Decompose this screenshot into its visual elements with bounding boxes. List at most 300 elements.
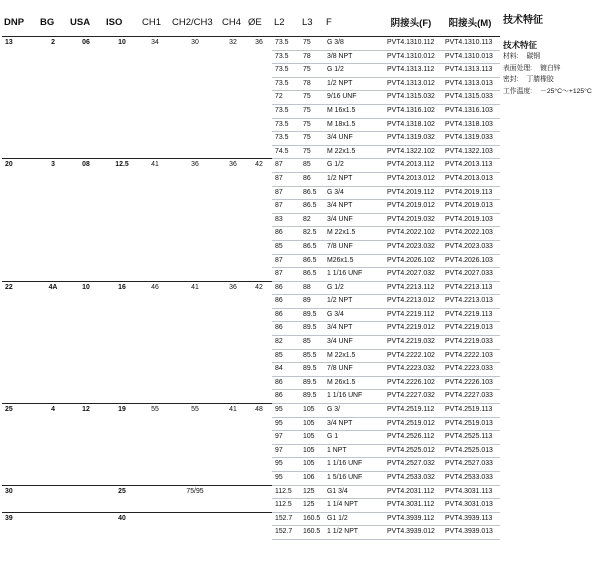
cell-l3: 105 <box>300 444 324 458</box>
cell-l3: 86.5 <box>300 186 324 200</box>
cell-male-code: PVT4.2525.113 <box>440 431 500 445</box>
cell-female-code: PVT4.3939.112 <box>382 512 440 526</box>
cell-usa <box>68 512 104 526</box>
cell-usa <box>68 227 104 241</box>
table-row <box>2 227 500 241</box>
cell-dnp <box>2 254 38 268</box>
technical-features <box>503 8 604 97</box>
cell-female-code: PVT4.2027.032 <box>382 268 440 282</box>
cell-dnp <box>2 417 38 431</box>
cell-male-code: PVT4.2026.103 <box>440 254 500 268</box>
header-ch2-ch3: CH2/CH3 <box>172 16 213 28</box>
cell-ch4 <box>220 172 246 186</box>
cell-oe <box>246 376 272 390</box>
cell-l2: 95 <box>272 472 300 486</box>
cell-bg <box>38 104 68 118</box>
cell-thread: G1 1/2 <box>324 512 382 526</box>
cell-bg <box>38 295 68 309</box>
cell-usa <box>68 118 104 132</box>
cell-thread: M 22x1.5 <box>324 349 382 363</box>
cell-ch2-ch3 <box>170 376 220 390</box>
cell-ch4 <box>220 458 246 472</box>
cell-ch2-ch3 <box>170 172 220 186</box>
header-male: 阳接头(M) <box>448 18 492 29</box>
cell-ch2-ch3 <box>170 227 220 241</box>
cell-ch2-ch3 <box>170 213 220 227</box>
table-row <box>2 91 500 105</box>
cell-l3: 89 <box>300 295 324 309</box>
cell-ch2-ch3 <box>170 472 220 486</box>
cell-male-code: PVT4.2013.113 <box>440 159 500 173</box>
cell-male-code: PVT4.2527.033 <box>440 458 500 472</box>
cell-usa <box>68 390 104 404</box>
cell-dnp <box>2 322 38 336</box>
cell-thread: 3/8 NPT <box>324 50 382 64</box>
cell-ch1 <box>140 363 170 377</box>
cell-female-code: PVT4.2527.032 <box>382 458 440 472</box>
header-l3: L3 <box>302 16 313 28</box>
cell-dnp <box>2 431 38 445</box>
cell-l3: 160.5 <box>300 512 324 526</box>
cell-bg <box>38 485 68 499</box>
header-dnp: DNP <box>4 16 25 28</box>
cell-oe <box>246 472 272 486</box>
cell-l2: 86 <box>272 227 300 241</box>
cell-l3: 105 <box>300 404 324 418</box>
cell-usa <box>68 145 104 159</box>
cell-l2: 87 <box>272 200 300 214</box>
cell-usa <box>68 104 104 118</box>
cell-male-code: PVT4.2013.013 <box>440 172 500 186</box>
cell-ch1 <box>140 512 170 526</box>
cell-ch2-ch3: 55 <box>170 404 220 418</box>
cell-l2: 112.5 <box>272 499 300 513</box>
cell-thread: 7/8 UNF <box>324 240 382 254</box>
cell-l2: 87 <box>272 268 300 282</box>
cell-ch2-ch3 <box>170 308 220 322</box>
cell-ch4: 36 <box>220 281 246 295</box>
cell-usa: 08 <box>68 159 104 173</box>
cell-l2: 112.5 <box>272 485 300 499</box>
table-row <box>2 363 500 377</box>
cell-bg <box>38 50 68 64</box>
cell-ch2-ch3 <box>170 390 220 404</box>
cell-dnp <box>2 91 38 105</box>
cell-female-code: PVT4.2227.032 <box>382 390 440 404</box>
cell-usa <box>68 349 104 363</box>
cell-thread: 7/8 UNF <box>324 363 382 377</box>
cell-ch2-ch3 <box>170 145 220 159</box>
cell-thread: 1 1/2 NPT <box>324 526 382 540</box>
cell-bg <box>38 526 68 540</box>
cell-usa <box>68 200 104 214</box>
cell-usa <box>68 485 104 499</box>
cell-iso: 10 <box>104 37 140 51</box>
cell-ch2-ch3 <box>170 444 220 458</box>
cell-usa <box>68 431 104 445</box>
cell-dnp <box>2 295 38 309</box>
cell-ch1 <box>140 472 170 486</box>
features-subtitle: 技术特征 <box>503 40 538 50</box>
table-row <box>2 104 500 118</box>
cell-iso <box>104 132 140 146</box>
feature-row <box>503 74 604 86</box>
table-row <box>2 499 500 513</box>
cell-ch1 <box>140 376 170 390</box>
cell-oe <box>246 227 272 241</box>
cell-ch1 <box>140 50 170 64</box>
cell-thread: 1 5/16 UNF <box>324 472 382 486</box>
cell-l2: 73.5 <box>272 50 300 64</box>
cell-oe <box>246 132 272 146</box>
cell-iso <box>104 349 140 363</box>
cell-iso <box>104 50 140 64</box>
cell-female-code: PVT4.3939.012 <box>382 526 440 540</box>
table-row <box>2 485 500 499</box>
table-row <box>2 240 500 254</box>
cell-ch1 <box>140 322 170 336</box>
cell-thread: M 18x1.5 <box>324 118 382 132</box>
table-row <box>2 472 500 486</box>
cell-dnp <box>2 240 38 254</box>
cell-l3: 89.5 <box>300 308 324 322</box>
cell-usa <box>68 64 104 78</box>
cell-dnp <box>2 336 38 350</box>
cell-oe: 36 <box>246 37 272 51</box>
cell-male-code: PVT4.2019.113 <box>440 186 500 200</box>
table-row <box>2 322 500 336</box>
cell-dnp: 20 <box>2 159 38 173</box>
cell-ch4 <box>220 64 246 78</box>
table-row <box>2 268 500 282</box>
table-row <box>2 77 500 91</box>
cell-oe: 48 <box>246 404 272 418</box>
cell-thread: 1 1/4 NPT <box>324 499 382 513</box>
feature-label: 材料: <box>503 53 519 60</box>
cell-female-code: PVT4.1318.102 <box>382 118 440 132</box>
cell-oe <box>246 213 272 227</box>
cell-bg <box>38 77 68 91</box>
cell-usa <box>68 240 104 254</box>
table-row <box>2 254 500 268</box>
cell-female-code: PVT4.2013.112 <box>382 159 440 173</box>
table-row <box>2 349 500 363</box>
cell-iso <box>104 431 140 445</box>
cell-oe <box>246 172 272 186</box>
cell-female-code: PVT4.1316.102 <box>382 104 440 118</box>
cell-dnp <box>2 390 38 404</box>
cell-l3: 160.5 <box>300 526 324 540</box>
cell-usa <box>68 526 104 540</box>
table-row <box>2 213 500 227</box>
cell-ch2-ch3 <box>170 295 220 309</box>
cell-iso <box>104 268 140 282</box>
cell-usa <box>68 77 104 91</box>
feature-row <box>503 86 604 98</box>
cell-thread: 1 1/16 UNF <box>324 390 382 404</box>
cell-usa <box>68 91 104 105</box>
header-usa: USA <box>70 16 91 28</box>
cell-l3: 125 <box>300 499 324 513</box>
cell-female-code: PVT4.2519.012 <box>382 417 440 431</box>
cell-iso <box>104 64 140 78</box>
cell-ch4 <box>220 254 246 268</box>
cell-usa <box>68 172 104 186</box>
cell-ch1 <box>140 431 170 445</box>
cell-oe <box>246 322 272 336</box>
cell-dnp <box>2 213 38 227</box>
cell-bg <box>38 444 68 458</box>
cell-ch1 <box>140 64 170 78</box>
cell-ch4 <box>220 363 246 377</box>
cell-bg <box>38 118 68 132</box>
cell-female-code: PVT4.2219.032 <box>382 336 440 350</box>
cell-thread: 3/4 NPT <box>324 322 382 336</box>
cell-ch4 <box>220 322 246 336</box>
cell-bg <box>38 431 68 445</box>
cell-bg <box>38 308 68 322</box>
cell-oe <box>246 145 272 159</box>
cell-ch2-ch3 <box>170 526 220 540</box>
cell-iso <box>104 118 140 132</box>
table-row <box>2 336 500 350</box>
cell-l3: 89.5 <box>300 363 324 377</box>
cell-thread: 1 1/16 UNF <box>324 458 382 472</box>
table-row <box>2 64 500 78</box>
cell-ch4 <box>220 77 246 91</box>
cell-iso: 25 <box>104 485 140 499</box>
cell-ch1 <box>140 77 170 91</box>
cell-male-code: PVT4.1310.113 <box>440 37 500 51</box>
cell-ch2-ch3 <box>170 77 220 91</box>
feature-value: 丁腈橡胶 <box>526 76 554 83</box>
cell-usa <box>68 308 104 322</box>
cell-l2: 86 <box>272 295 300 309</box>
cell-female-code: PVT4.2019.032 <box>382 213 440 227</box>
cell-thread: M 26x1.5 <box>324 376 382 390</box>
cell-female-code: PVT4.2219.112 <box>382 308 440 322</box>
cell-male-code: PVT4.2027.033 <box>440 268 500 282</box>
cell-ch2-ch3: 30 <box>170 37 220 51</box>
table-row <box>2 37 500 51</box>
cell-thread: M 22x1.5 <box>324 145 382 159</box>
cell-bg <box>38 227 68 241</box>
cell-ch2-ch3 <box>170 91 220 105</box>
cell-thread: G1 3/4 <box>324 485 382 499</box>
cell-bg <box>38 472 68 486</box>
cell-ch2-ch3 <box>170 336 220 350</box>
cell-ch4: 36 <box>220 159 246 173</box>
cell-male-code: PVT4.2223.033 <box>440 363 500 377</box>
cell-iso: 16 <box>104 281 140 295</box>
cell-oe <box>246 499 272 513</box>
cell-bg <box>38 322 68 336</box>
cell-iso <box>104 295 140 309</box>
cell-l2: 87 <box>272 186 300 200</box>
cell-female-code: PVT4.2222.102 <box>382 349 440 363</box>
cell-ch1 <box>140 200 170 214</box>
cell-ch2-ch3 <box>170 512 220 526</box>
header-ch1: CH1 <box>142 16 162 28</box>
cell-bg <box>38 64 68 78</box>
cell-ch1 <box>140 349 170 363</box>
cell-female-code: PVT4.2226.102 <box>382 376 440 390</box>
cell-ch4 <box>220 349 246 363</box>
cell-dnp <box>2 145 38 159</box>
cell-l2: 87 <box>272 254 300 268</box>
cell-l3: 86.5 <box>300 240 324 254</box>
cell-usa: 06 <box>68 37 104 51</box>
cell-female-code: PVT4.2023.032 <box>382 240 440 254</box>
cell-l2: 87 <box>272 159 300 173</box>
cell-male-code: PVT4.2519.013 <box>440 417 500 431</box>
cell-ch1 <box>140 295 170 309</box>
cell-ch4 <box>220 145 246 159</box>
cell-thread: M26x1.5 <box>324 254 382 268</box>
cell-ch4: 41 <box>220 404 246 418</box>
cell-ch1: 34 <box>140 37 170 51</box>
cell-female-code: PVT4.2013.012 <box>382 172 440 186</box>
cell-ch1 <box>140 172 170 186</box>
cell-l2: 87 <box>272 172 300 186</box>
feature-label: 表面处理: <box>503 64 533 72</box>
cell-female-code: PVT4.3031.112 <box>382 499 440 513</box>
feature-row <box>503 51 604 63</box>
cell-ch2-ch3 <box>170 268 220 282</box>
cell-iso <box>104 213 140 227</box>
cell-ch1 <box>140 145 170 159</box>
cell-ch4 <box>220 308 246 322</box>
cell-bg: 4 <box>38 404 68 418</box>
cell-female-code: PVT4.1313.112 <box>382 64 440 78</box>
cell-l3: 75 <box>300 91 324 105</box>
cell-usa <box>68 254 104 268</box>
cell-female-code: PVT4.1313.012 <box>382 77 440 91</box>
cell-l3: 86.5 <box>300 254 324 268</box>
table-row <box>2 404 500 418</box>
cell-dnp <box>2 444 38 458</box>
table-row <box>2 295 500 309</box>
cell-dnp: 13 <box>2 37 38 51</box>
cell-ch4 <box>220 132 246 146</box>
cell-male-code: PVT4.2219.113 <box>440 308 500 322</box>
cell-ch1: 55 <box>140 404 170 418</box>
cell-usa <box>68 50 104 64</box>
cell-ch1 <box>140 417 170 431</box>
cell-ch2-ch3 <box>170 50 220 64</box>
cell-male-code: PVT4.2022.103 <box>440 227 500 241</box>
cell-l2: 82 <box>272 336 300 350</box>
cell-female-code: PVT4.2019.012 <box>382 200 440 214</box>
cell-usa <box>68 444 104 458</box>
cell-thread: 1 1/16 UNF <box>324 268 382 282</box>
cell-ch2-ch3 <box>170 132 220 146</box>
cell-oe <box>246 390 272 404</box>
cell-thread: 1 NPT <box>324 444 382 458</box>
cell-ch4 <box>220 227 246 241</box>
header-oe: ØE <box>248 16 262 28</box>
cell-bg <box>38 240 68 254</box>
cell-ch1 <box>140 132 170 146</box>
cell-ch1 <box>140 499 170 513</box>
cell-iso <box>104 472 140 486</box>
cell-usa <box>68 376 104 390</box>
cell-dnp <box>2 499 38 513</box>
cell-l2: 73.5 <box>272 132 300 146</box>
feature-value: －25°C～+125°C <box>540 87 592 95</box>
cell-iso: 19 <box>104 404 140 418</box>
cell-male-code: PVT4.1310.013 <box>440 50 500 64</box>
cell-usa <box>68 268 104 282</box>
cell-female-code: PVT4.1315.032 <box>382 91 440 105</box>
table-row <box>2 172 500 186</box>
cell-l3: 88 <box>300 281 324 295</box>
cell-l2: 73.5 <box>272 77 300 91</box>
cell-iso <box>104 417 140 431</box>
cell-l2: 95 <box>272 417 300 431</box>
cell-ch2-ch3 <box>170 186 220 200</box>
cell-l3: 89.5 <box>300 376 324 390</box>
cell-iso <box>104 390 140 404</box>
cell-dnp <box>2 104 38 118</box>
cell-oe <box>246 240 272 254</box>
cell-ch2-ch3 <box>170 118 220 132</box>
cell-usa: 12 <box>68 404 104 418</box>
cell-male-code: PVT4.2219.033 <box>440 336 500 350</box>
cell-iso <box>104 254 140 268</box>
cell-ch4 <box>220 417 246 431</box>
cell-l3: 106 <box>300 472 324 486</box>
table-row <box>2 431 500 445</box>
cell-bg <box>38 145 68 159</box>
cell-usa <box>68 472 104 486</box>
cell-iso <box>104 322 140 336</box>
feature-label: 工作温度: <box>503 87 533 95</box>
cell-l2: 95 <box>272 404 300 418</box>
cell-ch2-ch3 <box>170 240 220 254</box>
cell-oe <box>246 485 272 499</box>
table-row <box>2 200 500 214</box>
cell-iso <box>104 499 140 513</box>
cell-dnp <box>2 77 38 91</box>
cell-ch1 <box>140 390 170 404</box>
cell-ch1 <box>140 268 170 282</box>
cell-iso <box>104 526 140 540</box>
cell-l2: 85 <box>272 349 300 363</box>
cell-l2: 152.7 <box>272 526 300 540</box>
cell-usa <box>68 417 104 431</box>
table-row <box>2 376 500 390</box>
cell-ch4 <box>220 268 246 282</box>
feature-label: 密封: <box>503 76 519 83</box>
cell-female-code: PVT4.2223.032 <box>382 363 440 377</box>
cell-usa <box>68 336 104 350</box>
cell-female-code: PVT4.2525.012 <box>382 444 440 458</box>
cell-bg <box>38 268 68 282</box>
cell-dnp: 25 <box>2 404 38 418</box>
cell-l3: 82 <box>300 213 324 227</box>
cell-male-code: PVT4.2019.103 <box>440 213 500 227</box>
cell-l3: 75 <box>300 145 324 159</box>
cell-ch1 <box>140 227 170 241</box>
table-row <box>2 308 500 322</box>
table-row <box>2 159 500 173</box>
cell-ch4 <box>220 50 246 64</box>
cell-ch2-ch3 <box>170 458 220 472</box>
cell-ch4 <box>220 336 246 350</box>
cell-ch1 <box>140 485 170 499</box>
cell-dnp <box>2 526 38 540</box>
